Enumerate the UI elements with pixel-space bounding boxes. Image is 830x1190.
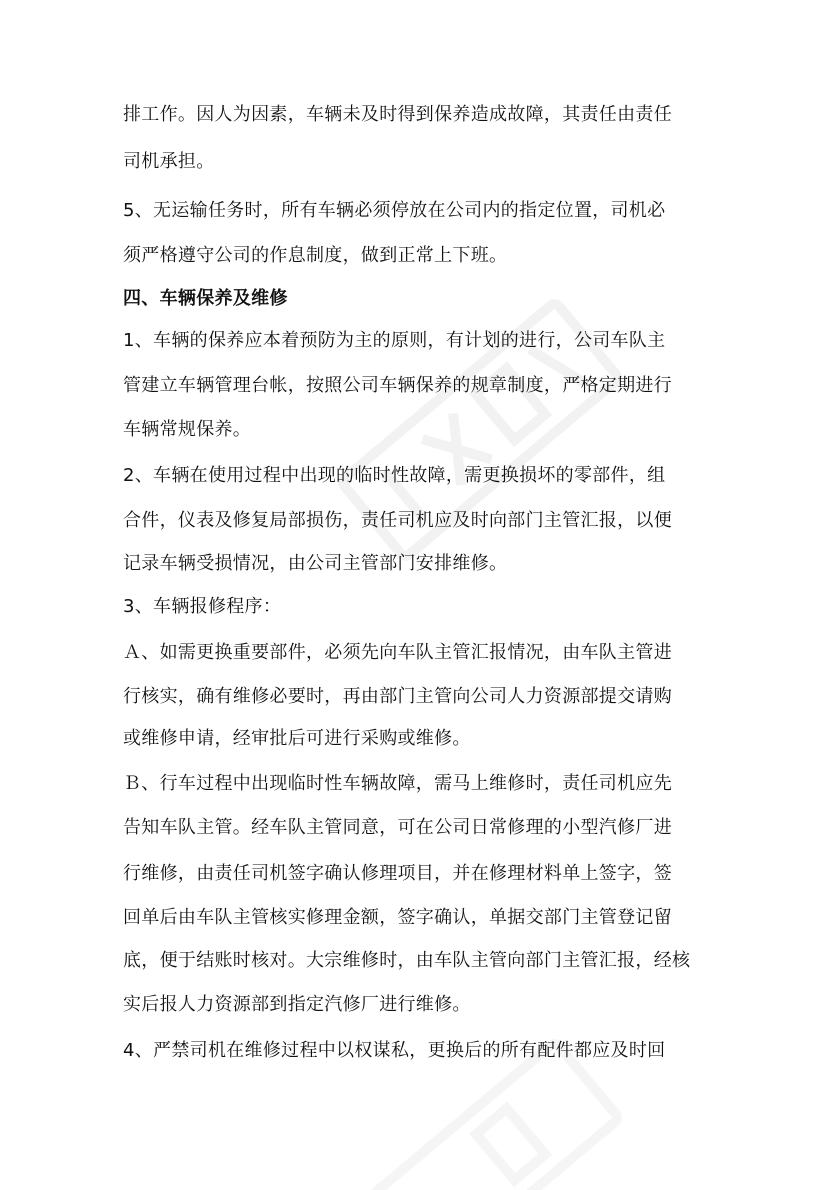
- text-line: 5、无运输任务时，所有车辆必须停放在公司内的指定位置，司机必: [123, 200, 666, 221]
- text-line: 合件，仪表及修复局部损伤，责任司机应及时向部门主管汇报，以便: [123, 510, 672, 531]
- text-line: 或维修申请，经审批后可进行采购或维修。: [123, 728, 471, 749]
- text-line: 实后报人力资源部到指定汽修厂进行维修。: [123, 994, 471, 1015]
- text-line: 底，便于结账时核对。大宗维修时，由车队主管向部门主管汇报，经核: [123, 950, 691, 971]
- text-line: 2、车辆在使用过程中出现的临时性故障，需更换损坏的零部件，组: [123, 465, 666, 486]
- text-line: 车辆常规保养。: [123, 419, 252, 440]
- text-line: 记录车辆受损情况，由公司主管部门安排维修。: [123, 553, 508, 574]
- text-line: 排工作。因人为因素，车辆未及时得到保养造成故障，其责任由责任: [123, 104, 672, 125]
- text-line: 须严格遵守公司的作息制度，做到正常上下班。: [123, 245, 508, 266]
- text-line: 1、车辆的保养应本着预防为主的原则，有计划的进行，公司车队主: [123, 330, 666, 351]
- text-line: Ｂ、行车过程中出现临时性车辆故障，需马上维修时，责任司机应先: [123, 773, 672, 794]
- section-heading: 四、车辆保养及维修: [123, 288, 288, 309]
- text-line: 行维修，由责任司机签字确认修理项目，并在修理材料单上签字，签: [123, 863, 672, 884]
- text-line: 司机承担。: [123, 151, 215, 172]
- text-line: 行核实，确有维修必要时，再由部门主管向公司人力资源部提交请购: [123, 686, 672, 707]
- text-line: 3、车辆报修程序：: [123, 596, 282, 617]
- text-line: Ａ、如需更换重要部件，必须先向车队主管汇报情况，由车队主管进: [123, 642, 672, 663]
- text-line: 告知车队主管。经车队主管同意，可在公司日常修理的小型汽修厂进: [123, 817, 672, 838]
- text-line: 回单后由车队主管核实修理金额，签字确认，单据交部门主管登记留: [123, 907, 672, 928]
- text-line: 4、严禁司机在维修过程中以权谋私，更换后的所有配件都应及时回: [123, 1040, 666, 1061]
- watermark-stamp-bottom: [300, 990, 660, 1190]
- text-line: 管建立车辆管理台帐，按照公司车辆保养的规章制度，严格定期进行: [123, 375, 672, 396]
